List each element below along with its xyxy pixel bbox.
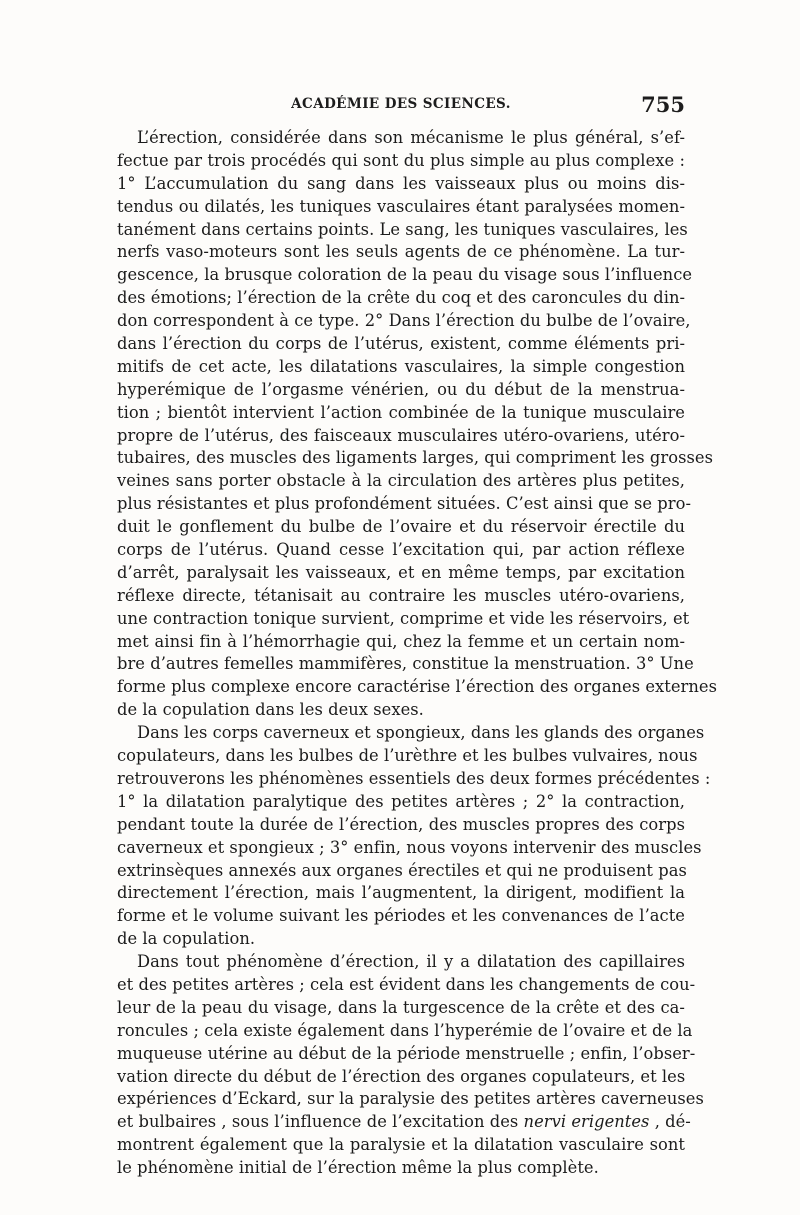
text-line: une contraction tonique survient, comprime et vide les réservoirs, et (117, 608, 690, 628)
text-line: le phénomène initial de l’érection même la plus complète. (117, 1158, 599, 1178)
text-line: Dans les corps caverneux et spongieux, dans les glands des organes (137, 723, 705, 743)
running-head: ACADÉMIE DES SCIENCES. (291, 96, 511, 112)
text-line: 1° la dilatation paralytique des petites artères ; 2° la contraction, (117, 791, 685, 811)
text-line: vation directe du début de l’érection des organes copulateurs, et les (117, 1066, 686, 1086)
text-line: fectue par trois procédés qui sont du plus simple au plus complexe : (117, 150, 685, 170)
text-line: roncules ; cela existe également dans l’hyperémie de l’ovaire et de la (117, 1020, 693, 1040)
text-line: retrouverons les phénomènes essentiels des deux formes précédentes : (117, 768, 711, 788)
text-line: extrinsèques annexés aux organes érectiles et qui ne produisent pas (117, 860, 687, 880)
text-line: forme plus complexe encore caractérise l’érection des organes externes (117, 677, 717, 697)
text-line: et bulbaires , sous l’influence de l’excitation des nervi erigentes , dé- (117, 1112, 691, 1132)
text-line: propre de l’utérus, des faisceaux musculaires utéro-ovariens, utéro- (117, 425, 685, 445)
paragraph-2 (117, 722, 711, 951)
body-text (117, 127, 717, 1180)
text-line: L’érection, considérée dans son mécanisme le plus général, s’ef- (137, 128, 685, 147)
text-line: duit le gonflement du bulbe de l’ovaire et du réservoir érectile du (117, 517, 685, 537)
paragraph-3 (117, 951, 704, 1180)
text-line: leur de la peau du visage, dans la turgescence de la crête et des ca- (117, 997, 685, 1017)
text-line: tubaires, des muscles des ligaments larges, qui compriment les grosses (117, 448, 713, 468)
text-line: mitifs de cet acte, les dilatations vasculaires, la simple congestion (117, 356, 685, 376)
text-line: muqueuse utérine au début de la période menstruelle ; enfin, l’obser- (117, 1043, 696, 1063)
text-line: pendant toute la durée de l’érection, des muscles propres des corps (117, 814, 685, 834)
text-line: 1° L’accumulation du sang dans les vaisseaux plus ou moins dis- (117, 173, 685, 193)
page-header (117, 92, 685, 120)
text-line: forme et le volume suivant les périodes et les convenances de l’acte (117, 906, 685, 926)
text-line: met ainsi fin à l’hémorrhagie qui, chez la femme et un certain nom- (117, 631, 685, 651)
text-line: plus résistantes et plus profondément situées. C’est ainsi que se pro- (117, 494, 692, 514)
text-line: bre d’autres femelles mammifères, constitue la menstruation. 3° Une (117, 654, 694, 674)
text-line: gescence, la brusque coloration de la peau du visage sous l’influence (117, 265, 693, 285)
text-line: caverneux et spongieux ; 3° enfin, nous voyons intervenir des muscles (117, 837, 702, 857)
text-line: hyperémique de l’orgasme vénérien, ou du début de la menstrua- (117, 379, 685, 399)
text-line: dans l’érection du corps de l’utérus, existent, comme éléments pri- (117, 334, 685, 354)
text-line: nerfs vaso-moteurs sont les seuls agents de ce phénomène. La tur- (117, 242, 685, 262)
text-line: d’arrêt, paralysait les vaisseaux, et en même temps, par excitation (117, 562, 685, 582)
text-line: montrent également que la paralysie et la dilatation vasculaire sont (117, 1135, 685, 1155)
text-line: de la copulation. (117, 929, 256, 949)
text-line: Dans tout phénomène d’érection, il y a dilatation des capillaires (137, 952, 685, 972)
text-line: tanément dans certains points. Le sang, les tuniques vasculaires, les (117, 219, 688, 239)
text-line: réflexe directe, tétanisait au contraire les muscles utéro-ovariens, (117, 585, 685, 605)
text-line: de la copulation dans les deux sexes. (117, 700, 424, 720)
text-line: expériences d’Eckard, sur la paralysie des petites artères caverneuses (117, 1089, 704, 1109)
text-line: des émotions; l’érection de la crête du coq et des caroncules du din- (117, 288, 686, 308)
text-line: directement l’érection, mais l’augmentent, la dirigent, modifient la (117, 883, 685, 903)
text-line: tendus ou dilatés, les tuniques vasculaires étant paralysées momen- (117, 196, 685, 216)
paragraph-1 (117, 127, 717, 722)
page-number: 755 (641, 92, 685, 117)
text-line: tion ; bientôt intervient l’action combinée de la tunique musculaire (117, 402, 685, 422)
text-line: copulateurs, dans les bulbes de l’urèthre et les bulbes vulvaires, nous (117, 746, 698, 766)
text-line: don correspondent à ce type. 2° Dans l’érection du bulbe de l’ovaire, (117, 311, 691, 331)
text-line: et des petites artères ; cela est évident dans les changements de cou- (117, 974, 696, 994)
text-line: corps de l’utérus. Quand cesse l’excitation qui, par action réflexe (117, 540, 685, 560)
text-line: veines sans porter obstacle à la circulation des artères plus petites, (117, 471, 685, 491)
